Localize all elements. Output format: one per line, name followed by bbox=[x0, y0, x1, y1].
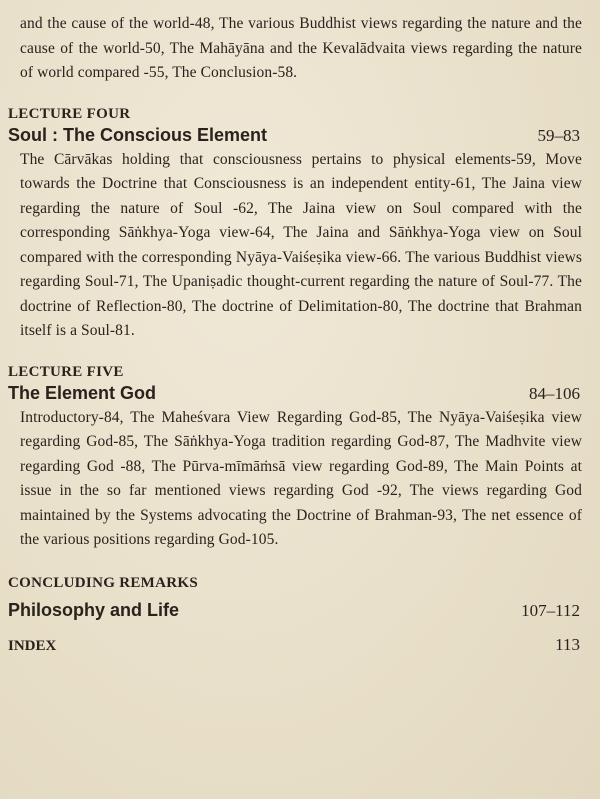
lecture-five-label: LECTURE FIVE bbox=[8, 363, 124, 380]
lecture-five-title: The Element God bbox=[8, 382, 157, 403]
index-label: INDEX bbox=[8, 637, 57, 654]
lecture-four-pages: 59–83 bbox=[537, 125, 580, 145]
lecture-five-contents: Introductory-84, The Maheśvara View Regarding God-85, The Nyāya-Vaiśeṣika view regarding God-85, The Sāṅkhya-Yoga tradition regarding God-87, The Madhvite view regarding God -88, The Pūrva-mīmāṁsā view regarding God-89, The Main Points at issue in the so far mentioned views regarding God -92, The views regarding God maintained by the Systems advocating the Doctrine of Brahman-93, The net essence of the various positions regarding God-105. bbox=[20, 408, 582, 548]
concluding-heading bbox=[8, 600, 582, 621]
index-pages: 113 bbox=[555, 634, 580, 654]
lecture-four-title: Soul : The Conscious Element bbox=[8, 124, 268, 145]
intro-paragraph: and the cause of the world-48, The various Buddhist views regarding the nature and the cause of the world-50, The Mahāyāna and the Kevalādvaita views regarding the nature of world compared -55, The Conclusion-58. bbox=[20, 15, 582, 81]
lecture-five-pages: 84–106 bbox=[529, 383, 580, 403]
index-row bbox=[8, 635, 582, 655]
lecture-four-heading bbox=[8, 125, 582, 146]
lecture-five-heading bbox=[8, 383, 582, 404]
lecture-four-label: LECTURE FOUR bbox=[8, 105, 131, 122]
lecture-four-contents: The Cārvākas holding that consciousness pertains to physical elements-59, Move towards the Doctrine that Consciousness is an independent entity-61, The Jaina view regarding the nature of Soul -62, The Jaina view on Soul compared with the corresponding Sāṅkhya-Yoga view-64, The Jaina and Sāṅkhya-Yoga view on Soul compared with the corresponding Nyāya-Vaiśeṣika view-66. The various Buddhist views regarding Soul-71, The Upaniṣadic thought-current regarding the nature of Soul-77. The doctrine of Reflection-80, The doctrine of Delimitation-80, The doctrine that Brahman itself is a Soul-81. bbox=[20, 150, 582, 339]
concluding-remarks-label: CONCLUDING REMARKS bbox=[8, 574, 198, 591]
concluding-title: Philosophy and Life bbox=[8, 599, 180, 620]
concluding-pages: 107–112 bbox=[521, 600, 580, 620]
